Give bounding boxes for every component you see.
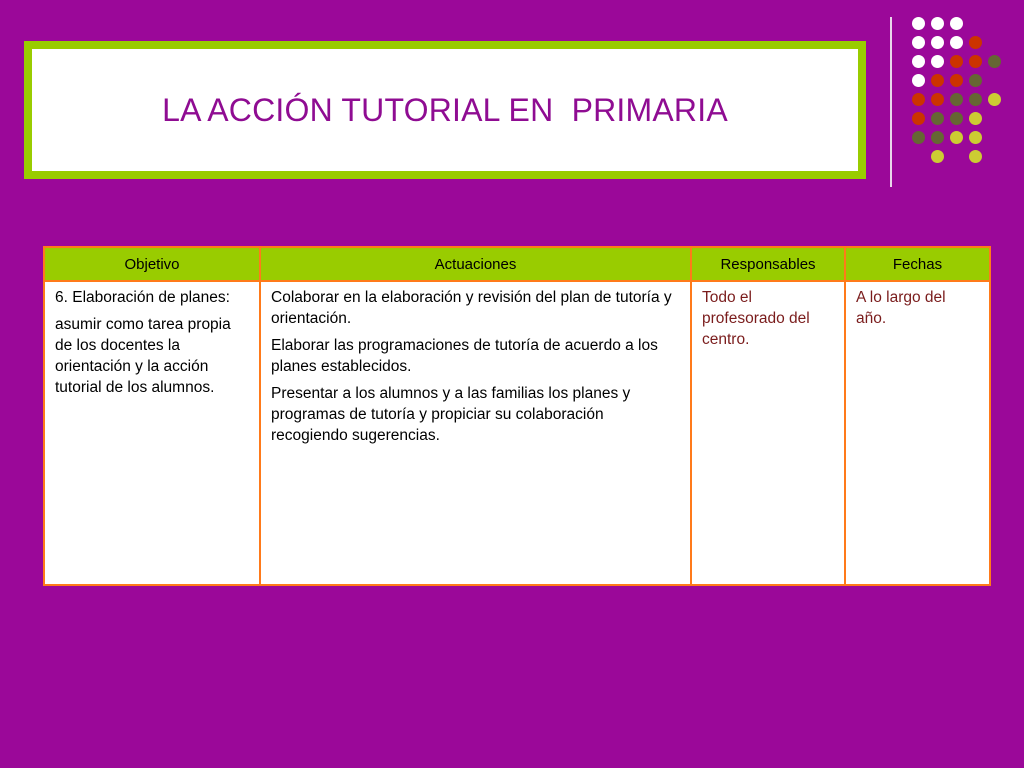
dot <box>912 17 925 30</box>
dot <box>969 93 982 106</box>
dot <box>988 93 1001 106</box>
dot <box>912 74 925 87</box>
actuacion-item: Colaborar en la elaboración y revisión del plan de tutoría y orientación. <box>271 289 672 327</box>
dot <box>950 131 963 144</box>
dot <box>969 55 982 68</box>
dot <box>912 93 925 106</box>
slide-title: LA ACCIÓN TUTORIAL EN PRIMARIA <box>162 91 728 128</box>
cell-responsables: Todo el profesorado del centro. <box>691 281 845 585</box>
header-actuaciones: Actuaciones <box>260 247 691 281</box>
dot <box>969 150 982 163</box>
table-header-row <box>44 247 990 281</box>
header-objetivo: Objetivo <box>44 247 260 281</box>
dot <box>912 112 925 125</box>
dot <box>950 74 963 87</box>
dot <box>931 74 944 87</box>
dot <box>950 17 963 30</box>
dot <box>931 36 944 49</box>
dot <box>969 112 982 125</box>
cell-actuaciones <box>260 281 691 585</box>
objetivo-heading: 6. Elaboración de planes: <box>55 289 230 306</box>
dot <box>950 36 963 49</box>
dot <box>969 131 982 144</box>
tutorial-plan-table <box>43 246 991 586</box>
dot <box>912 36 925 49</box>
dot <box>950 55 963 68</box>
objetivo-text: asumir como tarea propia de los docentes la orientación y la acción tutorial de los alumnos. <box>55 316 231 396</box>
divider-line <box>890 17 892 187</box>
title-frame <box>24 41 866 179</box>
dot <box>931 17 944 30</box>
cell-objetivo <box>44 281 260 585</box>
dot <box>931 55 944 68</box>
dot <box>931 112 944 125</box>
table-row <box>44 281 990 585</box>
header-responsables: Responsables <box>691 247 845 281</box>
dot <box>931 131 944 144</box>
cell-fechas: A lo largo del año. <box>845 281 990 585</box>
dot <box>969 74 982 87</box>
dot <box>931 150 944 163</box>
header-fechas: Fechas <box>845 247 990 281</box>
dot <box>912 131 925 144</box>
decorative-dots <box>912 17 1012 167</box>
dot <box>988 55 1001 68</box>
dot <box>950 112 963 125</box>
dot <box>912 55 925 68</box>
dot <box>950 93 963 106</box>
actuacion-item: Presentar a los alumnos y a las familias los planes y programas de tutoría y propiciar su colaboración recogiendo sugerencias. <box>271 385 631 444</box>
actuacion-item: Elaborar las programaciones de tutoría de acuerdo a los planes establecidos. <box>271 337 658 375</box>
dot <box>931 93 944 106</box>
dot <box>969 36 982 49</box>
